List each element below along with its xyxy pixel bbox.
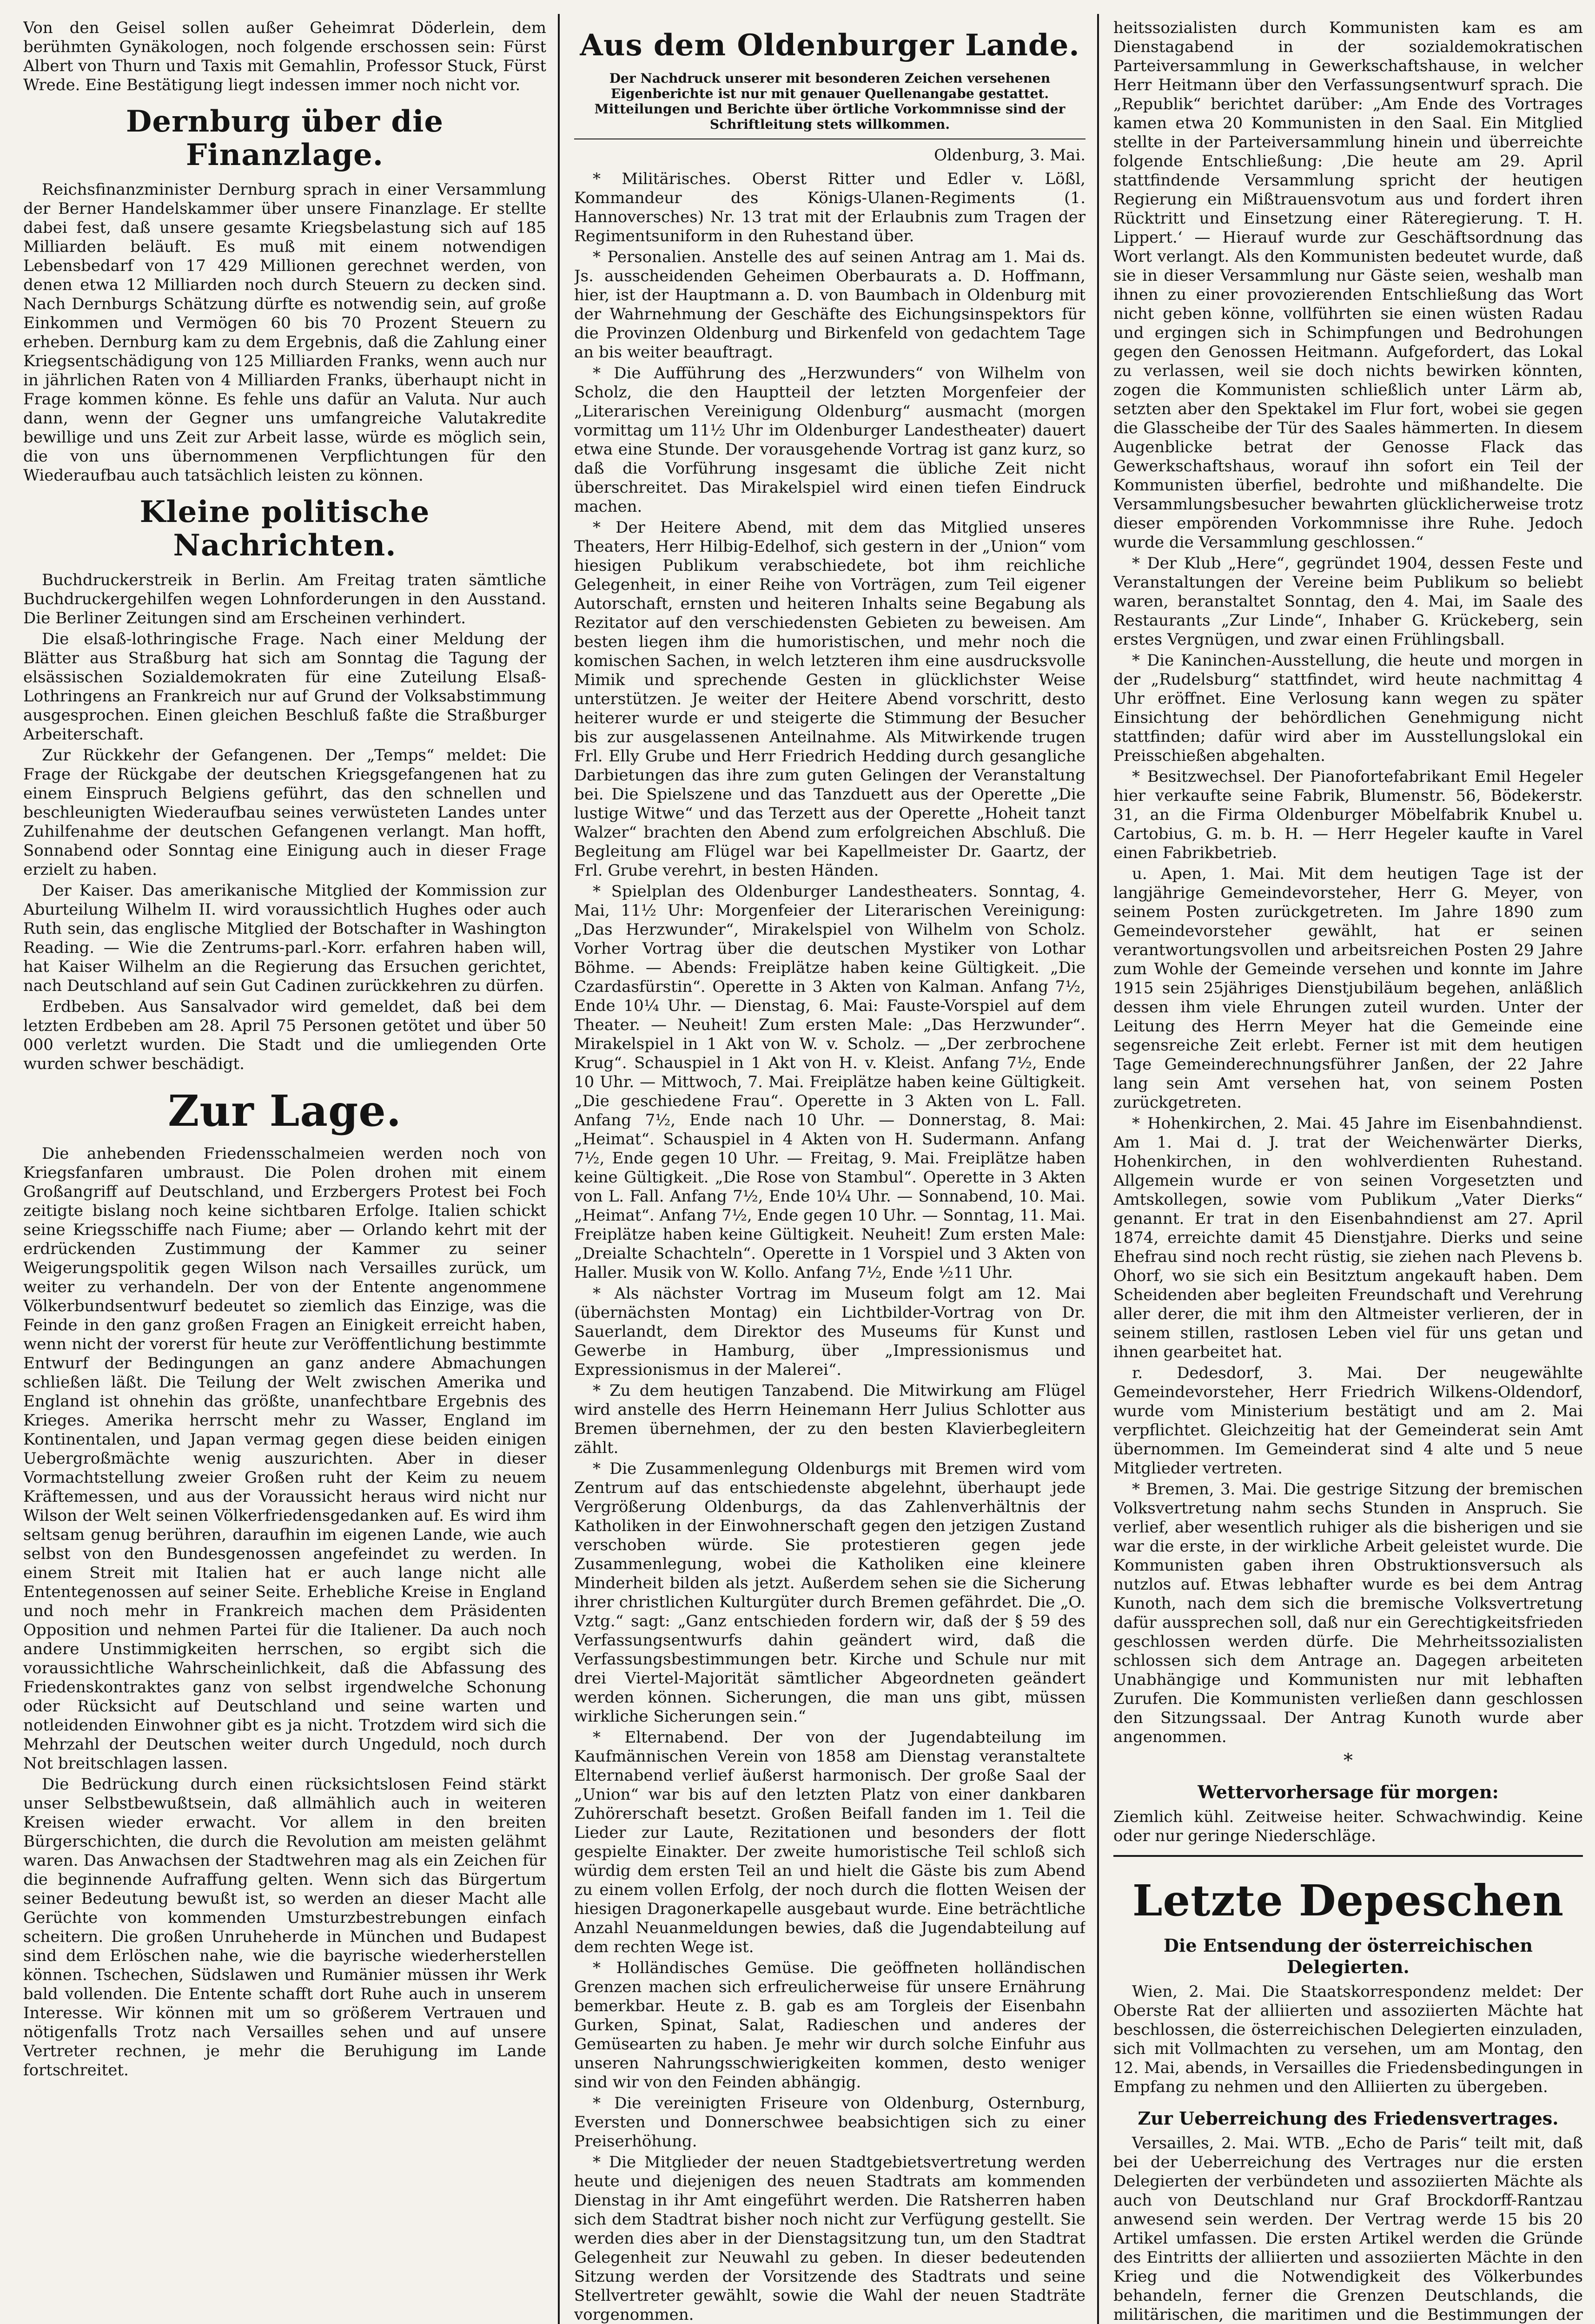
column-rule-1 xyxy=(558,14,560,2324)
local-item: r. Dedesdorf, 3. Mai. Der neugewählte Gemeindevorsteher, Herr Friedrich Wilkens-Oldendorf, wurde vom Ministerium bestätigt und am 2. Mai verpflichtet. Gleichzeitig hat der Gemeinderat sein Amt übernommen. Im Gemeinderat sind 4 alte und 5 neue Mitglieder vertreten. xyxy=(1113,1364,1583,1478)
local-item: heitssozialisten durch Kommunisten kam es am Dienstagabend in der sozialdemokratischen Parteiversammlung in Gewerkschaftshause, in welcher Herr Heitmann über den Verfassungsentwurf sprach. Die „Republik“ berichtet darüber: „Am Ende des Vortrages kamen etwa 20 Kommunisten in den Saal. Ein Mitglied stellte in der Parteiversammlung hinein und überreichte folgende Entschließung: ‚Die heute am 29. April stattfindende Versammlung spricht der heutigen Regierung ein Mißtrauensvotum aus und fordert ihren Rücktritt und Einsetzung einer Räteregierung. T. H. Lippert.‘ — Hierauf wurde zur Geschäftsordnung das Wort verlangt. Als den Kommunisten bedeutet wurde, daß sie in dieser Versammlung nur Gäste seien, weshalb man ihnen zu einer provozierenden Entschließung das Wort nicht geben könne, vollführten sie einen wüsten Radau und ergingen sich in Schimpfungen und Bedrohungen gegen den Genossen Heitmann. Aufgefordert, das Lokal zu verlassen, weil sie doch nichts bewirken könnten, zogen die Kommunisten schließlich unter Lärm ab, setzten aber den Spektakel im Flur fort, wobei sie gegen die Glasscheibe der Tür des Saales hämmerten. In diesem Augenblicke betrat der Genosse Flack das Gewerkschaftshaus, worauf ihn sofort ein Teil der Kommunisten überfiel, bedrohte und mißhandelte. Die Versammlungsbesucher bewahrten glücklicherweise trotz dieser empörenden Vorkommnisse ihre Ruhe. Jedoch wurde die Versammlung geschlossen.“ xyxy=(1113,19,1583,552)
depeschen-box xyxy=(1113,1855,1583,2324)
heading-oldenburger-lande: Aus dem Oldenburger Lande. xyxy=(580,28,1080,63)
local-item: * Der Heitere Abend, mit dem das Mitglied unseres Theaters, Herr Hilbig-Edelhof, sich gestern in der „Union“ vom hiesigen Publikum verabschiedete, bot ihm reichliche Gelegenheit, in einer Reihe von Vorträgen, zum Teil eigener Autorschaft, ernsten und heiteren Inhalts seine Begabung als Rezitator auf den verschiedensten Gebieten zu beweisen. Am besten liegen ihm die humoristischen, und mehr noch die komischen Sachen, in welch letzteren ihm eine ausdrucksvolle Mimik und sprechende Gesten in glücklichster Weise unterstützen. Je weiter der Heitere Abend vorschritt, desto heiterer wurde er und steigerte die Stimmung der Besucher bis zur ausgelassenen Anteilnahme. Als Mitwirkende trugen Frl. Elly Grube und Herr Friedrich Hedding durch gesangliche Darbietungen das ihre zum guten Gelingen der Veranstaltung bei. Die Spielszene und das Tanzduett aus der Operette „Die lustige Witwe“ und das Terzett aus der Operette „Hoheit tanzt Walzer“ brachten den Abend zum erfolgreichen Abschluß. Die Begleitung am Flügel war bei Kapellmeister Dr. Gaartz, der Frl. Grube verehrt, in besten Händen. xyxy=(574,518,1085,880)
news-item: Der Kaiser. Das amerikanische Mitglied der Kommission zur Aburteilung Wilhelm II. wird voraussichtlich Hughes oder auch Ruth sein, das englische Mitglied der Botschafter in Washington Reading. — Wie die Zentrums-parl.-Korr. erfahren haben will, hat Kaiser Wilhelm an die Regierung das Ersuchen gerichtet, nach Deutschland auf sein Gut Cadinen zurückkehren zu dürfen. xyxy=(23,881,546,995)
article-lage-paragraph: Die anhebenden Friedensschalmeien werden noch von Kriegsfanfaren umbraust. Die Polen drohen mit einem Großangriff auf Deutschland, und Erzbergers Protest bei Foch zeitigte bislang noch keine sichtbaren Erfolge. Italien schickt seine Kriegsschiffe nach Fiume; aber — Orlando kehrt mit der erdrückenden Zustimmung der Kammer zu seiner Weigerungspolitik gegen Wilson nach Versailles zurück, um weiter zu verhandeln. Der von der Entente angenommene Völkerbundsentwurf bedeutet so ziemlich das Einzige, was die Feinde in den ganz großen Fragen an Einigkeit erreicht haben, wenn nicht der vorerst für heute zur Veröffentlichung bestimmte Entwurf der Bedingungen an ganz andere Abmachungen schließen läßt. Die Teilung der Welt zwischen Amerika und England ist ohnehin das größte, unanfechtbare Ergebnis des Krieges. Amerika herrscht mehr zu Wasser, England im Kontinentalen, und Japan vermag gegen diese beiden einigen Uebergroßmächte wenig auszurichten. Aber in dieser Vormachtstellung zweier Großen ruht der Keim zu neuem Kräftemessen, und aus der Voraussicht heraus wird nicht nur Wilson der Welt seinen Völkerfriedensgedanken auf. Es wird ihm seltsam genug berühren, daraufhin im eigenen Lande, wie auch selbst von den Bundesgenossen angefeindet zu werden. In einem Streit mit Italien hat er auch lange nicht alle Ententegenossen auf seiner Seite. Erhebliche Kreise in England und noch mehr in Frankreich machen dem Präsidenten Opposition und nehmen Partei für die Italiener. Da auch noch andere Unstimmigkeiten herrschen, so ergibt sich die voraussichtliche Wahrscheinlichkeit, daß die Abfassung des Friedenskontraktes ganz von selbst irgendwelche Schonung oder Rücksicht auf Deutschland und seine warten und notleidenden Einwohner gibt es ja nicht. Trotzdem wird sich die Mehrzahl der Deutschen weiter durch Ungeduld, noch durch Not breitschlagen lassen. xyxy=(23,1144,546,1773)
local-item: * Personalien. Anstelle des auf seinen Antrag am 1. Mai ds. Js. ausscheidenden Geheimen Oberbaurats a. D. Hoffmann, hier, ist der Hauptmann a. D. von Baumbach in Oldenburg mit der Wahrnehmung der Geschäfte des Eichungsinspektors für die Provinzen Oldenburg und Birkenfeld von gedachtem Tage an bis weiter beauftragt. xyxy=(574,248,1085,362)
dispatch-versailles: Versailles, 2. Mai. WTB. „Echo de Paris“ teilt mit, daß bei der Ueberreichung des Vertrages nur die ersten Delegierten der verbündeten und assoziierten Mächte als auch von Deutschland nur Graf Brockdorff-Rantzau anwesend sein werden. Der Vertrag werde 15 bis 20 Artikel umfassen. Die ersten Artikel werden die Gründe des Eintritts der alliierten und assoziierten Mächte in den Krieg und die Notwendigkeit des Völkerbundes behandeln, ferner die Grenzen Deutschlands, die militärischen, die maritimen und die Bestimmungen der xyxy=(1113,2134,1583,2324)
heading-dernburg: Dernburg über die Finanzlage. xyxy=(126,104,444,172)
news-item: Zur Rückkehr der Gefangenen. Der „Temps“ meldet: Die Frage der Rückgabe der deutschen Kriegsgefangenen hat zu einem Einspruch Belgiens geführt, das den schnellen und beschleunigten Wiederaufbau seines verwüsteten Landes unter Zuhilfenahme der deutschen Gefangenen verlangt. Man hofft, Sonnabend oder Sonntag eine Einigung auch in dieser Frage erzielt zu haben. xyxy=(23,746,546,879)
article-dernburg: Reichsfinanzminister Dernburg sprach in einer Versammlung der Berner Handelskammer über unsere Finanzlage. Er stellte dabei fest, daß unsere gesamte Kriegsbelastung sich auf 185 Milliarden beläuft. Es muß mit einem notwendigen Lebensbedarf von 17 429 Millionen gerechnet werden, von denen etwa 12 Milliarden noch durch Steuern zu decken sind. Nach Dernburgs Schätzung dürfte es notwendig sein, auf große Einkommen und Vermögen 60 bis 70 Prozent Steuern zu erheben. Dernburg kam zu dem Ergebnis, daß die Zahlung einer Kriegsentschädigung von 125 Milliarden Franks, wenn auch nur in jährlichen Raten von 4 Milliarden Franks, überhaupt nicht in Frage kommen könne. Es fehle uns dafür an Valuta. Nur auch dann, wenn der Gegner uns umfangreiche Valutakredite bewillige und uns Zeit zur Arbeit lasse, würde es möglich sein, die von uns übernommenen Verpflichtungen für den Wiederaufbau auch tatsächlich leisten zu können. xyxy=(23,180,546,485)
local-item: * Hohenkirchen, 2. Mai. 45 Jahre im Eisenbahndienst. Am 1. Mai d. J. trat der Weichenwärter Dierks, Hohenkirchen, in den wohlverdienten Ruhestand. Allgemein wurde er von seinen Vorgesetzten und Amtskollegen, sowie vom Publikum „Vater Dierks“ genannt. Er trat in den Eisenbahndienst am 27. April 1874, erreichte damit 45 Dienstjahre. Dierks und seine Ehefrau sind noch recht rüstig, sie ziehen nach Plevens b. Ohorf, wo sie sich ein Besitztum angekauft haben. Dem Scheidenden aber begleiten Freundschaft und Verehrung aller derer, die mit ihm den Altmeister verlieren, der in seinem stillen, rastlosen Leben viel für uns getan und ihnen gearbeitet hat. xyxy=(1113,1114,1583,1361)
local-item: * Der Klub „Here“, gegründet 1904, dessen Feste und Veranstaltungen der Vereine beim Publikum so beliebt waren, beranstaltet Sonntag, den 4. Mai, im Saale des Restaurants „Zur Linde“, Inhaber G. Krückeberg, sein erstes Vergnügen, und zwar einen Frühlingsball. xyxy=(1113,554,1583,649)
news-item: Die elsaß-lothringische Frage. Nach einer Meldung der Blätter aus Straßburg hat sich am Sonntag die Tagung der elsässischen Sozialdemokraten für eine Zuteilung Elsaß-Lothringens an Frankreich nur auf Grund der Volksabstimmung ausgesprochen. Einen gleichen Beschluß faßte die Straßburger Arbeiterschaft. xyxy=(23,630,546,744)
local-item: * Zu dem heutigen Tanzabend. Die Mitwirkung am Flügel wird anstelle des Herrn Heinemann Herr Julius Schlotter aus Bremen übernehmen, der zu den besten Klavierbegleitern zählt. xyxy=(574,1381,1085,1457)
subheading-delegierten: Die Entsendung der österreichischen Delegierten. xyxy=(1163,1935,1533,1977)
column-3 xyxy=(1113,19,1583,2324)
column-rule-2 xyxy=(1097,14,1099,2324)
local-item: * Die Aufführung des „Herzwunders“ von Wilhelm von Scholz, die den Hauptteil der letzten Morgenfeier der „Literarischen Vereinigung Oldenburg“ ausmacht (morgen vormittag um 11½ Uhr im Oldenburger Landestheater) dauert etwa eine Stunde. Der vorausgehende Vortrag ist ganz kurz, so daß die Vorführung insgesamt die übliche Zeit nicht überschreitet. Das Mirakelspiel wird einen tiefen Eindruck machen. xyxy=(574,364,1085,516)
local-item: * Die Zusammenlegung Oldenburgs mit Bremen wird vom Zentrum auf das entschiedenste abgelehnt, überhaupt jede Vergrößerung Oldenburgs, da das Zahlenverhältnis der Katholiken in der Einwohnerschaft gegen den jetzigen Zustand verschoben würde. Sie protestieren gegen jede Zusammenlegung, wobei die Katholiken eine kleinere Minderheit bilden als jetzt. Außerdem sehen sie die Sicherung ihrer christlichen Kulturgüter durch Bremen gefährdet. Die „O. Vztg.“ sagt: „Ganz entschieden fordern wir, daß der § 59 des Verfassungsentwurfs dahin geändert wird, daß die Verfassungsbestimmungen betr. Kirche und Schule nur mit drei Viertel-Majorität sämtlicher Abgeordneten geändert werden können. Sicherungen, die man uns gibt, müssen wirkliche Sicherungen sein.“ xyxy=(574,1459,1085,1726)
heading-wettervorhersage: Wettervorhersage für morgen: xyxy=(1198,1782,1499,1802)
local-item: * Spielplan des Oldenburger Landestheaters. Sonntag, 4. Mai, 11½ Uhr: Morgenfeier der Literarischen Vereinigung: „Das Herzwunder“, Mirakelspiel von Wilhelm von Scholz. Vorher Vortrag über die deutschen Mystiker von Lothar Böhme. — Abends: Freiplätze haben keine Gültigkeit. „Die Czardasfürstin“. Operette in 3 Akten von Kalman. Anfang 7½, Ende 10¼ Uhr. — Dienstag, 6. Mai: Fauste-Vorspiel auf dem Theater. — Neuheit! Zum ersten Male: „Das Herzwunder“. Mirakelspiel in 1 Akt von W. v. Scholz. — „Der zerbrochene Krug“. Schauspiel in 1 Akt von H. v. Kleist. Anfang 7½, Ende 10 Uhr. — Mittwoch, 7. Mai. Freiplätze haben keine Gültigkeit. „Die geschiedene Frau“. Operette in 3 Akten von L. Fall. Anfang 7½, Ende nach 10 Uhr. — Donnerstag, 8. Mai: „Heimat“. Schauspiel in 4 Akten von H. Sudermann. Anfang 7½, Ende gegen 10 Uhr. — Freitag, 9. Mai. Freiplätze haben keine Gültigkeit. „Die Rose von Stambul“. Operette in 3 Akten von L. Fall. Anfang 7½, Ende 10¼ Uhr. — Sonnabend, 10. Mai. „Heimat“. Anfang 7½, Ende gegen 10 Uhr. — Sonntag, 11. Mai. Freiplätze haben keine Gültigkeit. Neuheit! Zum ersten Male: „Dreialte Schachteln“. Operette in 1 Vorspiel und 3 Akten von Haller. Musik von W. Kollo. Anfang 7½, Ende ½11 Uhr. xyxy=(574,882,1085,1282)
local-item: * Militärisches. Oberst Ritter und Edler v. Lößl, Kommandeur des Königs-Ulanen-Regiments (1. Hannoversches) Nr. 13 trat mit der Erlaubnis zum Tragen der Regimentsuniform in den Ruhestand über. xyxy=(574,170,1085,245)
heading-letzte-depeschen: Letzte Depeschen xyxy=(1132,1875,1564,1926)
heading-zur-lage: Zur Lage. xyxy=(168,1086,402,1136)
news-item: Erdbeben. Aus Sansalvador wird gemeldet, daß bei dem letzten Erdbeben am 28. April 75 Personen getötet und über 50 000 verletzt wurden. Die Stadt und die umliegenden Orte wurden schwer beschädigt. xyxy=(23,997,546,1073)
local-item: * Als nächster Vortrag im Museum folgt am 12. Mai (übernächsten Montag) ein Lichtbilder-Vortrag von Dr. Sauerlandt, dem Direktor des Museums für Kunst und Gewerbe in Hamburg, über „Impressionismus und Expressionismus in der Malerei“. xyxy=(574,1284,1085,1379)
subheading-friedensvertrag: Zur Ueberreichung des Friedensvertrages. xyxy=(1138,2108,1559,2129)
local-item: * Besitzwechsel. Der Pianofortefabrikant Emil Hegeler hier verkaufte seine Fabrik, Blumenstr. 56, Bödekerstr. 31, an die Firma Oldenburger Möbelfabrik Knubel u. Cartobius, G. m. b. H. — Herr Hegeler kaufte in Varel einen Fabrikbetrieb. xyxy=(1113,767,1583,862)
reprint-notice: Der Nachdruck unserer mit besonderen Zeichen versehenen Eigenberichte ist nur mit genauer Quellenangabe gestattet. Mitteilungen und Berichte über örtliche Vorkommnisse sind der Schriftleitung stets willkommen. xyxy=(594,71,1066,132)
column-1 xyxy=(23,19,546,2324)
local-item: u. Apen, 1. Mai. Mit dem heutigen Tage ist der langjährige Gemeindevorsteher, Herr G. Meyer, von seinem Posten zurückgetreten. Im Jahre 1890 zum Gemeindevorsteher gewählt, hat er seinen verantwortungsvollen und arbeitsreichen Posten 29 Jahre zum Wohle der Gemeinde versehen und konnte im Jahre 1915 sein 25jähriges Dienstjubiläum begehen, anläßlich dessen ihm viele Ehrungen zuteil wurden. Unter der Leitung des Herrn Meyer hat die Gemeinde eine segensreiche Zeit erlebt. Ferner ist mit dem heutigen Tage Gemeinderechnungsführer Janßen, der 22 Jahre lang sein Amt versehen hat, von seinem Posten zurückgetreten. xyxy=(1113,865,1583,1112)
local-item: * Die Mitglieder der neuen Stadtgebietsvertretung werden heute und diejenigen des neuen Stadtrats am kommenden Dienstag in ihr Amt eingeführt werden. Die Ratsherren haben sich dem Stadtrat bisher noch nicht zur Verfügung gestellt. Sie werden dies aber in der Dienstagsitzung tun, um den Stadtrat Gelegenheit zur Neuwahl zu geben. In dieser bedeutenden Sitzung werden der Vorsitzende des Stadtrats und seine Stellvertreter gewählt, sowie die Wahl der neuen Stadträte vorgenommen. xyxy=(574,2153,1085,2324)
star-ornament: * xyxy=(1344,1750,1353,1771)
intro-paragraph: Von den Geisel sollen außer Geheimrat Döderlein, dem berühmten Gynäkologen, noch folgende erschossen sein: Fürst Albert von Thurn und Taxis mit Gemahlin, Professor Stuck, Fürst Wrede. Eine Bestätigung liegt indessen immer noch nicht vor. xyxy=(23,19,546,94)
dateline: Oldenburg, 3. Mai. xyxy=(934,146,1085,165)
news-item: Buchdruckerstreik in Berlin. Am Freitag traten sämtliche Buchdruckergehilfen wegen Lohnforderungen in den Ausstand. Die Berliner Zeitungen sind am Erscheinen verhindert. xyxy=(23,571,546,627)
dispatch-wien: Wien, 2. Mai. Die Staatskorrespondenz meldet: Der Oberste Rat der alliierten und assoziierten Mächte hat beschlossen, die österreichischen Delegierten einzuladen, sich mit Vollmachten zu versehen, um am Montag, den 12. Mai, abends, in Versailles die Friedensbedingungen in Empfang zu nehmen und den Alliierten zu übergeben. xyxy=(1113,1982,1583,2096)
local-item: * Holländisches Gemüse. Die geöffneten holländischen Grenzen machen sich erfreulicherweise für unsere Ernährung bemerkbar. Heute z. B. gab es am Torgleis der Eisenbahn Gurken, Spinat, Salat, Radieschen und anderes der Gemüsearten zu haben. Je mehr wir durch solche Einfuhr aus unseren Nahrungsschwierigkeiten kommen, desto weniger sind wir von den Feinden abhängig. xyxy=(574,1959,1085,2092)
local-item: * Elternabend. Der von der Jugendabteilung im Kaufmännischen Verein von 1858 am Dienstag veranstaltete Elternabend verlief äußerst harmonisch. Der große Saal der „Union“ war bis auf den letzten Platz von einer dankbaren Zuhörerschaft besetzt. Großen Beifall fanden im 1. Teil die Lieder zur Laute, Rezitationen und besonders der flott gespielte Einakter. Der zweite humoristische Teil schloß sich würdig dem ersten Teil an und hielt die Gäste bis zum Abend zu einem vollen Erfolg, der noch durch die flotten Weisen der hiesigen Dragonerkapelle ausgebaut wurde. Eine beträchtliche Anzahl Neuanmeldungen bewies, daß die Jugendabteilung auf dem rechten Wege ist. xyxy=(574,1728,1085,1956)
local-item: * Die vereinigten Friseure von Oldenburg, Osternburg, Eversten und Donnerschwee beabsichtigen sich zu einer Preiserhöhung. xyxy=(574,2094,1085,2151)
article-lage-paragraph: Die Bedrückung durch einen rücksichtslosen Feind stärkt unser Selbstbewußtsein, daß allmählich auch in weiteren Kreisen wieder erwacht. Vor allem in den breiten Bürgerschichten, die durch die Revolution am meisten gelähmt waren. Das Anwachsen der Stadtwehren mag als ein Zeichen für die beginnende Aufraffung gelten. Wenn sich das Bürgertum seiner Bedeutung bewußt ist, so werden an dieser Macht alle Gerüchte von kommenden Umsturzbestrebungen einfach scheitern. Die großen Unruheherde in München und Budapest sind dem Erlöschen nahe, wie die bayrische wiederherstellen können. Tschechen, Südslawen und Rumänier müssen ihr Werk bald vollenden. Die Entente schafft dort Ruhe auch in unserem Interesse. Wir können mit um so größerem Vertrauen und nötigenfalls Trotz nach Versailles sehen und auf unsere Vertreter rechnen, je mehr die Beruhigung im Lande fortschreitet. xyxy=(23,1775,546,2080)
column-2 xyxy=(574,19,1085,2324)
weather-forecast: Ziemlich kühl. Zeitweise heiter. Schwachwindig. Keine oder nur geringe Niederschläge. xyxy=(1113,1808,1583,1845)
local-item: * Bremen, 3. Mai. Die gestrige Sitzung der bremischen Volksvertretung nahm sechs Stunden in Anspruch. Sie verlief, aber wesentlich ruhiger als die bisherigen und sie war die erste, in der wirkliche Arbeit geleistet wurde. Die Kommunisten gaben ihren Obstruktionsversuch als nutzlos auf. Etwas lebhafter wurde es bei dem Antrag Kunoth, nach dem sich die bremische Volksvertretung dafür aussprechen soll, daß nur ein Gerechtigkeitsfrieden geschlossen werden dürfe. Die Mehrheitssozialisten schlossen sich dem Antrage an. Dagegen arbeiteten Unabhängige und Kommunisten nur mit lebhaften Zurufen. Die Kommunisten verließen dann geschlossen den Sitzungssaal. Der Antrag Kunoth wurde aber angenommen. xyxy=(1113,1480,1583,1746)
local-item: * Die Kaninchen-Ausstellung, die heute und morgen in der „Rudelsburg“ stattfindet, wird heute nachmittag 4 Uhr eröffnet. Eine Verlosung kann wegen zu später Einsichtung der behördlichen Genehmigung nicht stattfinden; dafür wird aber im Ausstellungslokal ein Preisschießen abgehalten. xyxy=(1113,651,1583,765)
heading-kleine-nachrichten: Kleine politische Nachrichten. xyxy=(139,495,430,563)
